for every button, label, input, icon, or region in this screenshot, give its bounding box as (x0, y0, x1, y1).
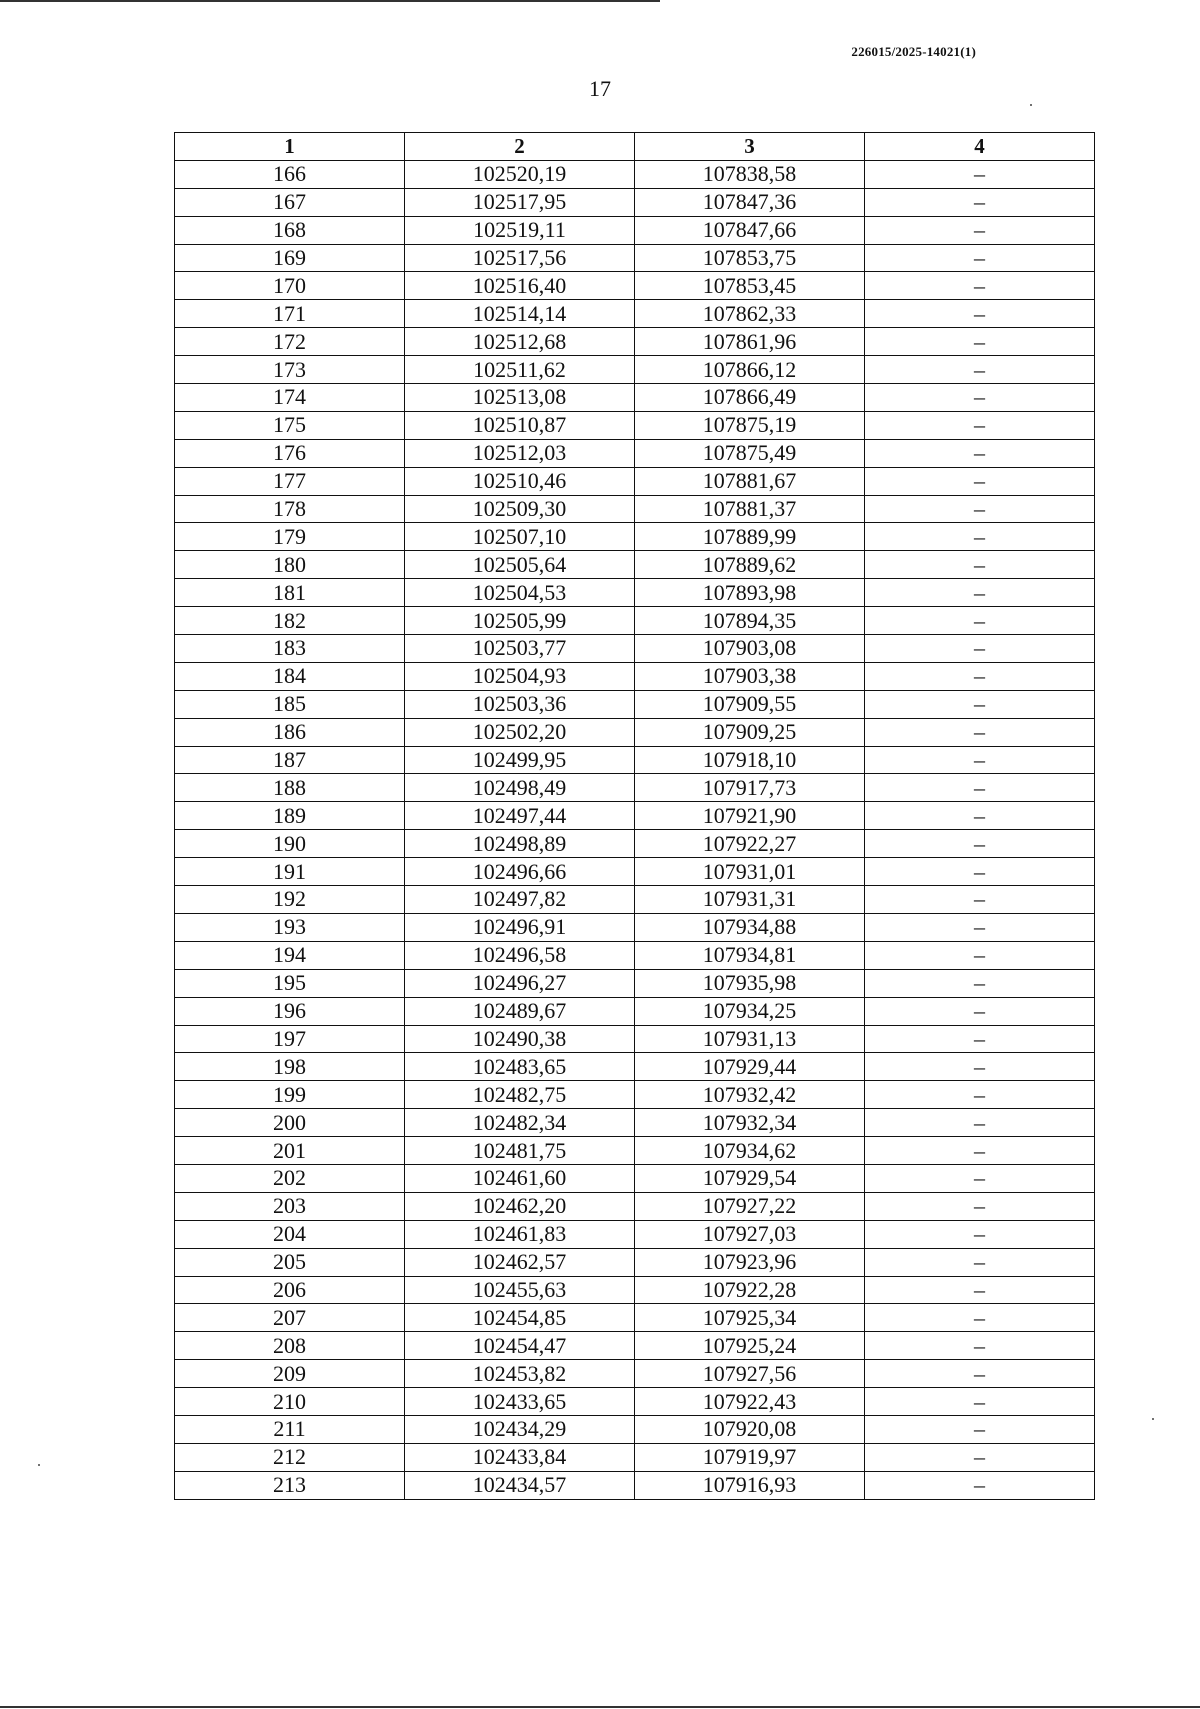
table-cell: 102503,36 (405, 690, 635, 718)
table-row (175, 1471, 1095, 1499)
table-row (175, 913, 1095, 941)
table-cell: 102516,40 (405, 272, 635, 300)
table-cell: 102497,82 (405, 886, 635, 914)
table-cell: 107927,03 (635, 1220, 865, 1248)
table-cell: – (865, 1443, 1095, 1471)
table-cell: 203 (175, 1192, 405, 1220)
table-cell: 172 (175, 328, 405, 356)
table-cell: 102434,29 (405, 1415, 635, 1443)
table-cell: – (865, 1081, 1095, 1109)
table-cell: 194 (175, 941, 405, 969)
table-row (175, 607, 1095, 635)
table-row (175, 802, 1095, 830)
table-cell: 170 (175, 272, 405, 300)
table-cell: 107931,31 (635, 886, 865, 914)
table-cell: 107932,34 (635, 1109, 865, 1137)
table-header-row (175, 133, 1095, 161)
table-cell: 102517,95 (405, 188, 635, 216)
table-cell: 107893,98 (635, 579, 865, 607)
table-cell: 107875,19 (635, 411, 865, 439)
table-cell: 198 (175, 1053, 405, 1081)
table-cell: – (865, 858, 1095, 886)
table-row (175, 188, 1095, 216)
table-cell: 107934,88 (635, 913, 865, 941)
table-cell: 107929,44 (635, 1053, 865, 1081)
table-cell: 204 (175, 1220, 405, 1248)
table-cell: – (865, 1332, 1095, 1360)
table-cell: 197 (175, 1025, 405, 1053)
table-cell: 107847,66 (635, 216, 865, 244)
table-row (175, 1192, 1095, 1220)
table-cell: 107921,90 (635, 802, 865, 830)
table-cell: 102454,47 (405, 1332, 635, 1360)
table-cell: 177 (175, 467, 405, 495)
table-cell: 173 (175, 356, 405, 384)
table-row (175, 411, 1095, 439)
table-row (175, 1220, 1095, 1248)
table-cell: – (865, 1164, 1095, 1192)
table-row (175, 272, 1095, 300)
table-row (175, 1388, 1095, 1416)
table-cell: 102483,65 (405, 1053, 635, 1081)
table-cell: 107922,27 (635, 830, 865, 858)
table-cell: – (865, 1109, 1095, 1137)
table-cell: – (865, 356, 1095, 384)
table-cell: 169 (175, 244, 405, 272)
table-cell: 211 (175, 1415, 405, 1443)
table-cell: 175 (175, 411, 405, 439)
table-cell: 102510,46 (405, 467, 635, 495)
table-body (175, 160, 1095, 1499)
table-cell: 102453,82 (405, 1360, 635, 1388)
table-row (175, 328, 1095, 356)
table-cell: 102499,95 (405, 746, 635, 774)
table-cell: 192 (175, 886, 405, 914)
table-cell: 107847,36 (635, 188, 865, 216)
table-cell: 102512,03 (405, 439, 635, 467)
table-cell: – (865, 384, 1095, 412)
table-row (175, 300, 1095, 328)
table-cell: – (865, 635, 1095, 663)
table-cell: – (865, 1276, 1095, 1304)
table-cell: – (865, 1192, 1095, 1220)
table-cell: 102520,19 (405, 160, 635, 188)
table-cell: 184 (175, 662, 405, 690)
table-cell: 102434,57 (405, 1471, 635, 1499)
table-cell: 102512,68 (405, 328, 635, 356)
table-cell: 187 (175, 746, 405, 774)
table-cell: 102490,38 (405, 1025, 635, 1053)
table-cell: 107927,22 (635, 1192, 865, 1220)
table-cell: 102505,99 (405, 607, 635, 635)
column-header: 4 (865, 133, 1095, 161)
table-cell: 107932,42 (635, 1081, 865, 1109)
table-cell: 107934,81 (635, 941, 865, 969)
table-cell: – (865, 1053, 1095, 1081)
table-cell: 102461,83 (405, 1220, 635, 1248)
table-row (175, 690, 1095, 718)
table-cell: 107881,67 (635, 467, 865, 495)
table-cell: – (865, 969, 1095, 997)
table-cell: 171 (175, 300, 405, 328)
table-cell: 189 (175, 802, 405, 830)
table-cell: 102505,64 (405, 551, 635, 579)
table-cell: 178 (175, 495, 405, 523)
page-number: 17 (589, 76, 611, 101)
table-cell: – (865, 997, 1095, 1025)
table-cell: – (865, 160, 1095, 188)
table-row (175, 384, 1095, 412)
table-row (175, 1304, 1095, 1332)
table-cell: – (865, 551, 1095, 579)
table-cell: – (865, 244, 1095, 272)
table-cell: – (865, 467, 1095, 495)
table-cell: 167 (175, 188, 405, 216)
table-row (175, 1025, 1095, 1053)
table-cell: 107920,08 (635, 1415, 865, 1443)
table-cell: 107918,10 (635, 746, 865, 774)
table-cell: 102433,65 (405, 1388, 635, 1416)
table-cell: 107919,97 (635, 1443, 865, 1471)
table-row (175, 1053, 1095, 1081)
table-cell: 174 (175, 384, 405, 412)
table-row (175, 1081, 1095, 1109)
table-cell: 107853,45 (635, 272, 865, 300)
table-row (175, 356, 1095, 384)
table-cell: 102461,60 (405, 1164, 635, 1192)
table-row (175, 635, 1095, 663)
table-cell: 107934,62 (635, 1137, 865, 1165)
table-cell: 107909,55 (635, 690, 865, 718)
table-cell: 107922,43 (635, 1388, 865, 1416)
table-cell: 205 (175, 1248, 405, 1276)
table-cell: 185 (175, 690, 405, 718)
table-cell: 102498,49 (405, 774, 635, 802)
table-cell: – (865, 830, 1095, 858)
table-row (175, 830, 1095, 858)
table-cell: 107889,62 (635, 551, 865, 579)
table-cell: 102497,44 (405, 802, 635, 830)
table-cell: 102496,66 (405, 858, 635, 886)
table-row (175, 969, 1095, 997)
table-cell: 166 (175, 160, 405, 188)
table-cell: – (865, 607, 1095, 635)
table-cell: 107866,12 (635, 356, 865, 384)
table-row (175, 1164, 1095, 1192)
table-cell: 183 (175, 635, 405, 663)
table-cell: – (865, 439, 1095, 467)
table-cell: – (865, 300, 1095, 328)
table-cell: – (865, 802, 1095, 830)
scan-edge-top (0, 0, 660, 2)
table-cell: 210 (175, 1388, 405, 1416)
table-row (175, 1248, 1095, 1276)
table-cell: – (865, 1025, 1095, 1053)
table-cell: 102507,10 (405, 523, 635, 551)
table-row (175, 551, 1095, 579)
table-cell: 107861,96 (635, 328, 865, 356)
table-cell: 107916,93 (635, 1471, 865, 1499)
table-cell: 208 (175, 1332, 405, 1360)
table-cell: 179 (175, 523, 405, 551)
table-cell: 193 (175, 913, 405, 941)
scan-speck (38, 1464, 40, 1466)
table-cell: 188 (175, 774, 405, 802)
table-cell: – (865, 523, 1095, 551)
table-cell: 107925,24 (635, 1332, 865, 1360)
table-cell: 102514,14 (405, 300, 635, 328)
table-cell: 102517,56 (405, 244, 635, 272)
table-cell: 176 (175, 439, 405, 467)
table-cell: 107894,35 (635, 607, 865, 635)
table-cell: 181 (175, 579, 405, 607)
table-cell: 195 (175, 969, 405, 997)
table-cell: 107853,75 (635, 244, 865, 272)
column-header: 3 (635, 133, 865, 161)
table-cell: 191 (175, 858, 405, 886)
table-cell: – (865, 718, 1095, 746)
table-cell: – (865, 690, 1095, 718)
table-cell: – (865, 913, 1095, 941)
table-cell: – (865, 411, 1095, 439)
table-cell: 102513,08 (405, 384, 635, 412)
scan-edge-bottom (0, 1706, 1200, 1708)
table-row (175, 1109, 1095, 1137)
table-cell: 107903,38 (635, 662, 865, 690)
table-cell: 107903,08 (635, 635, 865, 663)
table-row (175, 941, 1095, 969)
table-cell: – (865, 579, 1095, 607)
table-cell: – (865, 1471, 1095, 1499)
table-cell: 102433,84 (405, 1443, 635, 1471)
table-cell: – (865, 774, 1095, 802)
table-cell: 102482,75 (405, 1081, 635, 1109)
table-row (175, 495, 1095, 523)
table-cell: 168 (175, 216, 405, 244)
table-row (175, 467, 1095, 495)
table-cell: 182 (175, 607, 405, 635)
table-cell: 107917,73 (635, 774, 865, 802)
table-cell: 107931,13 (635, 1025, 865, 1053)
table-cell: 102504,53 (405, 579, 635, 607)
coordinates-table (174, 132, 1095, 1500)
table-cell: 102503,77 (405, 635, 635, 663)
table-cell: – (865, 1415, 1095, 1443)
table-row (175, 523, 1095, 551)
table-cell: – (865, 272, 1095, 300)
table-cell: 107881,37 (635, 495, 865, 523)
table-cell: 213 (175, 1471, 405, 1499)
table-row (175, 997, 1095, 1025)
document-id: 226015/2025-14021(1) (851, 44, 976, 59)
table-cell: 102496,91 (405, 913, 635, 941)
scan-speck (1030, 104, 1032, 106)
table-cell: 200 (175, 1109, 405, 1137)
table-cell: 102502,20 (405, 718, 635, 746)
table-cell: – (865, 188, 1095, 216)
table-cell: 196 (175, 997, 405, 1025)
table-cell: 107922,28 (635, 1276, 865, 1304)
table-row (175, 1332, 1095, 1360)
table-cell: – (865, 216, 1095, 244)
table-cell: 206 (175, 1276, 405, 1304)
table-row (175, 160, 1095, 188)
table-cell: 102504,93 (405, 662, 635, 690)
table-row (175, 662, 1095, 690)
table-row (175, 774, 1095, 802)
table-cell: 107875,49 (635, 439, 865, 467)
table-row (175, 216, 1095, 244)
table-row (175, 1415, 1095, 1443)
table-cell: 201 (175, 1137, 405, 1165)
table-row (175, 1276, 1095, 1304)
table-cell: – (865, 1137, 1095, 1165)
table-cell: 102496,58 (405, 941, 635, 969)
table-cell: 107934,25 (635, 997, 865, 1025)
table-row (175, 1137, 1095, 1165)
table-cell: 180 (175, 551, 405, 579)
table-cell: 102482,34 (405, 1109, 635, 1137)
table-cell: 102462,57 (405, 1248, 635, 1276)
scan-speck (1152, 1418, 1154, 1420)
table-row (175, 1360, 1095, 1388)
table-cell: 107838,58 (635, 160, 865, 188)
column-header: 1 (175, 133, 405, 161)
table-cell: 107866,49 (635, 384, 865, 412)
table-cell: 107923,96 (635, 1248, 865, 1276)
table-cell: – (865, 1248, 1095, 1276)
table-cell: 199 (175, 1081, 405, 1109)
table-cell: 186 (175, 718, 405, 746)
table-cell: – (865, 495, 1095, 523)
table-cell: 202 (175, 1164, 405, 1192)
table-cell: – (865, 662, 1095, 690)
table-row (175, 886, 1095, 914)
table-cell: – (865, 328, 1095, 356)
table-cell: – (865, 941, 1095, 969)
column-header: 2 (405, 133, 635, 161)
table-cell: – (865, 1304, 1095, 1332)
table-cell: 102462,20 (405, 1192, 635, 1220)
table-row (175, 858, 1095, 886)
table-cell: – (865, 1360, 1095, 1388)
table-cell: 102509,30 (405, 495, 635, 523)
table-cell: 107935,98 (635, 969, 865, 997)
table-row (175, 439, 1095, 467)
table-cell: 209 (175, 1360, 405, 1388)
table-cell: – (865, 1388, 1095, 1416)
table-cell: 107927,56 (635, 1360, 865, 1388)
table-cell: 102489,67 (405, 997, 635, 1025)
table-cell: 102496,27 (405, 969, 635, 997)
table-cell: 207 (175, 1304, 405, 1332)
table-cell: 102454,85 (405, 1304, 635, 1332)
table-cell: – (865, 886, 1095, 914)
table-cell: 102455,63 (405, 1276, 635, 1304)
table-cell: 107931,01 (635, 858, 865, 886)
table-row (175, 244, 1095, 272)
table-cell: 102498,89 (405, 830, 635, 858)
table-cell: 107862,33 (635, 300, 865, 328)
table-cell: 102510,87 (405, 411, 635, 439)
table-cell: 212 (175, 1443, 405, 1471)
table-cell: – (865, 1220, 1095, 1248)
table-cell: 107925,34 (635, 1304, 865, 1332)
table-row (175, 579, 1095, 607)
table-row (175, 718, 1095, 746)
table-row (175, 1443, 1095, 1471)
table-cell: 190 (175, 830, 405, 858)
table-cell: 102511,62 (405, 356, 635, 384)
table-row (175, 746, 1095, 774)
table-cell: 107929,54 (635, 1164, 865, 1192)
table-cell: 102519,11 (405, 216, 635, 244)
table-cell: – (865, 746, 1095, 774)
table-cell: 107889,99 (635, 523, 865, 551)
table-cell: 107909,25 (635, 718, 865, 746)
table-cell: 102481,75 (405, 1137, 635, 1165)
